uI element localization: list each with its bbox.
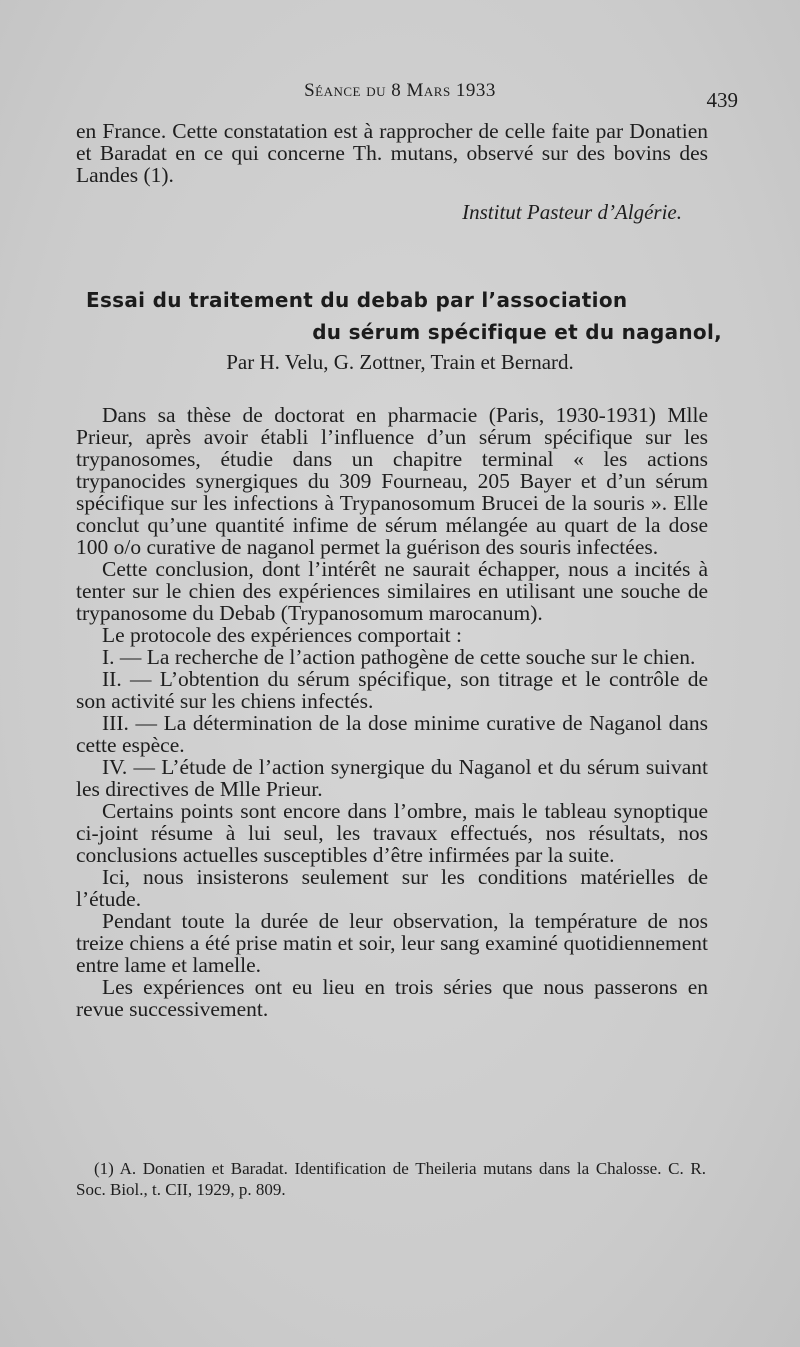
body-paragraph: Certains points sont encore dans l’ombre, mais le tableau synoptique ci-joint résume à lui seul, les travaux effectués, nos résultats, nos conclusions actuelles susceptibles d’être infirmées par la suite. [76,799,708,867]
protocol-item-3: III. — La détermination de la dose minime curative de Naganol dans cette espèce. [76,711,708,757]
paragraph-continued: en France. Cette constatation est à rapprocher de celle faite par Donatien et Baradat en ce qui concerne Th. mutans, observé sur des bovins des Landes (1). [76,119,708,187]
page-number: 439 [706,88,738,112]
article-title-line2: du sérum spécifique et du naganol, [312,320,722,344]
body-paragraph: Cette conclusion, dont l’intérêt ne saurait échapper, nous a incités à tenter sur le chien des expériences similaires en utilisant une souche de trypanosome du Debab (Trypanosomum marocanum). [76,557,708,625]
protocol-item-1: I. — La recherche de l’action pathogène de cette souche sur le chien. [102,645,696,669]
running-head: Séance du 8 Mars 1933 [304,80,496,101]
body-paragraph: Le protocole des expériences comportait : [102,623,462,647]
body-paragraph: Les expériences ont eu lieu en trois séries que nous passerons en revue successivement. [76,975,708,1021]
article-byline: Par H. Velu, G. Zottner, Train et Bernard. [226,350,574,374]
body-paragraph: Dans sa thèse de doctorat en pharmacie (Paris, 1930-1931) Mlle Prieur, après avoir établi l’influence d’un sérum spécifique sur les trypanosomes, étudie dans un chapitre terminal « les actions trypanocides synergiques du 309 Fourneau, 205 Bayer et d’un sérum spécifique sur les infections à Trypanosomum Brucei de la souris ». Elle conclut qu’une quantité infime de sérum mélangée au quart de la dose 100 o/o curative de naganol permet la guérison des souris infectées. [76,403,708,559]
body-paragraph: Pendant toute la durée de leur observation, la température de nos treize chiens a été prise matin et soir, leur sang examiné quotidiennement entre lame et lamelle. [76,909,708,977]
article-title-line1: Essai du traitement du debab par l’association [86,288,628,312]
protocol-item-4: IV. — L’étude de l’action synergique du Naganol et du sérum suivant les directives de Mlle Prieur. [76,755,708,801]
protocol-item-2: II. — L’obtention du sérum spécifique, son titrage et le contrôle de son activité sur les chiens infectés. [76,667,708,713]
continuation-paragraph [76,120,708,186]
article-body [76,404,708,1020]
institution-signature: Institut Pasteur d’Algérie. [462,200,682,224]
footnote: (1) A. Donatien et Baradat. Identification de Theileria mutans dans la Chalosse. C. R. Soc. Biol., t. CII, 1929, p. 809. [76,1159,706,1199]
body-paragraph: Ici, nous insisterons seulement sur les conditions matérielles de l’étude. [76,865,708,911]
